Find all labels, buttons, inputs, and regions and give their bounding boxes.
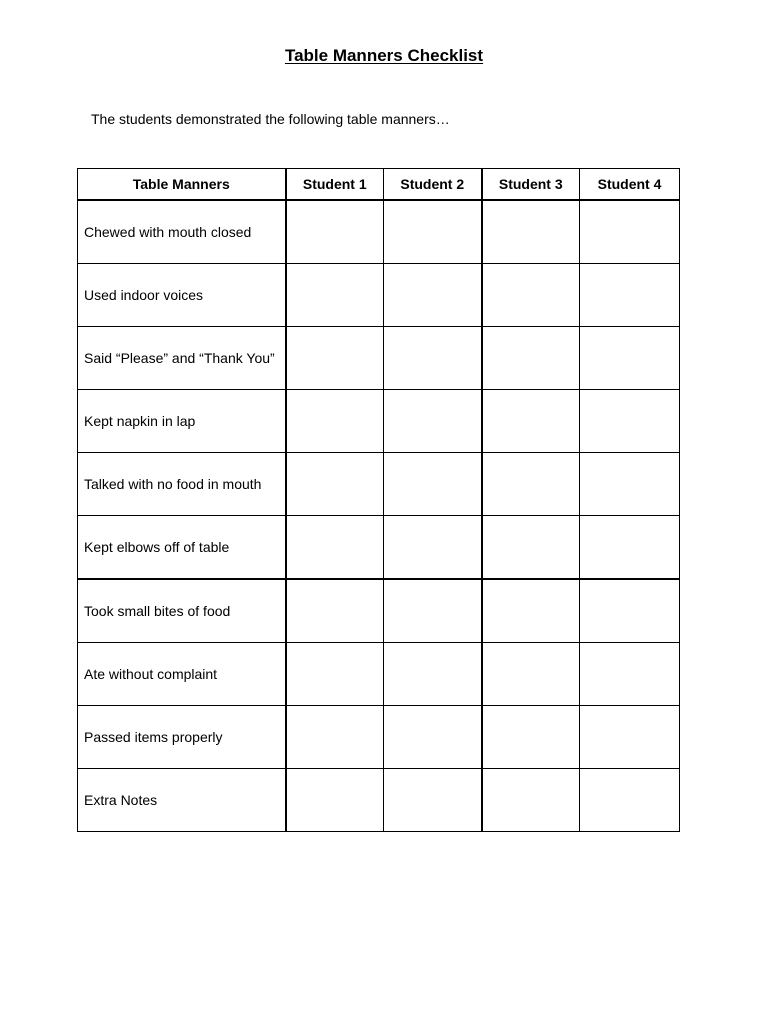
student-4-cell[interactable]	[580, 516, 680, 580]
header-table-manners: Table Manners	[78, 169, 286, 201]
student-3-cell[interactable]	[482, 579, 580, 643]
student-1-cell[interactable]	[286, 769, 384, 832]
student-3-cell[interactable]	[482, 453, 580, 516]
student-2-cell[interactable]	[384, 516, 482, 580]
header-student-2: Student 2	[384, 169, 482, 201]
student-1-cell[interactable]	[286, 516, 384, 580]
student-1-cell[interactable]	[286, 706, 384, 769]
table-row	[78, 643, 680, 706]
header-row	[78, 169, 680, 201]
student-1-cell[interactable]	[286, 643, 384, 706]
header-student-4: Student 4	[580, 169, 680, 201]
intro-text: The students demonstrated the following table manners…	[91, 111, 450, 127]
student-2-cell[interactable]	[384, 643, 482, 706]
table-row	[78, 327, 680, 390]
student-4-cell[interactable]	[580, 264, 680, 327]
manner-label: Chewed with mouth closed	[78, 200, 286, 264]
student-2-cell[interactable]	[384, 706, 482, 769]
table-row	[78, 516, 680, 580]
student-2-cell[interactable]	[384, 579, 482, 643]
student-1-cell[interactable]	[286, 390, 384, 453]
student-3-cell[interactable]	[482, 264, 580, 327]
manner-label: Passed items properly	[78, 706, 286, 769]
student-4-cell[interactable]	[580, 579, 680, 643]
manner-label: Ate without complaint	[78, 643, 286, 706]
table-row	[78, 200, 680, 264]
manner-label: Used indoor voices	[78, 264, 286, 327]
header-student-1: Student 1	[286, 169, 384, 201]
student-1-cell[interactable]	[286, 200, 384, 264]
student-2-cell[interactable]	[384, 390, 482, 453]
student-4-cell[interactable]	[580, 706, 680, 769]
student-4-cell[interactable]	[580, 453, 680, 516]
manner-label: Took small bites of food	[78, 579, 286, 643]
student-2-cell[interactable]	[384, 769, 482, 832]
table-row	[78, 579, 680, 643]
student-3-cell[interactable]	[482, 390, 580, 453]
student-2-cell[interactable]	[384, 200, 482, 264]
student-4-cell[interactable]	[580, 327, 680, 390]
student-1-cell[interactable]	[286, 264, 384, 327]
table-row	[78, 264, 680, 327]
student-3-cell[interactable]	[482, 516, 580, 580]
page-title: Table Manners Checklist	[284, 46, 484, 65]
table-row	[78, 390, 680, 453]
table-header	[78, 169, 680, 201]
student-3-cell[interactable]	[482, 200, 580, 264]
table-row	[78, 706, 680, 769]
student-4-cell[interactable]	[580, 643, 680, 706]
student-4-cell[interactable]	[580, 769, 680, 832]
student-2-cell[interactable]	[384, 264, 482, 327]
student-3-cell[interactable]	[482, 643, 580, 706]
student-3-cell[interactable]	[482, 769, 580, 832]
student-4-cell[interactable]	[580, 200, 680, 264]
manner-label: Kept elbows off of table	[78, 516, 286, 580]
header-student-3: Student 3	[482, 169, 580, 201]
student-1-cell[interactable]	[286, 579, 384, 643]
student-1-cell[interactable]	[286, 453, 384, 516]
manner-label: Kept napkin in lap	[78, 390, 286, 453]
student-3-cell[interactable]	[482, 706, 580, 769]
manner-label: Said “Please” and “Thank You”	[78, 327, 286, 390]
manner-label: Talked with no food in mouth	[78, 453, 286, 516]
student-2-cell[interactable]	[384, 453, 482, 516]
table-body	[78, 200, 680, 832]
table-row	[78, 453, 680, 516]
manner-label: Extra Notes	[78, 769, 286, 832]
student-4-cell[interactable]	[580, 390, 680, 453]
student-2-cell[interactable]	[384, 327, 482, 390]
table-row	[78, 769, 680, 832]
student-1-cell[interactable]	[286, 327, 384, 390]
checklist-table	[77, 168, 680, 832]
student-3-cell[interactable]	[482, 327, 580, 390]
